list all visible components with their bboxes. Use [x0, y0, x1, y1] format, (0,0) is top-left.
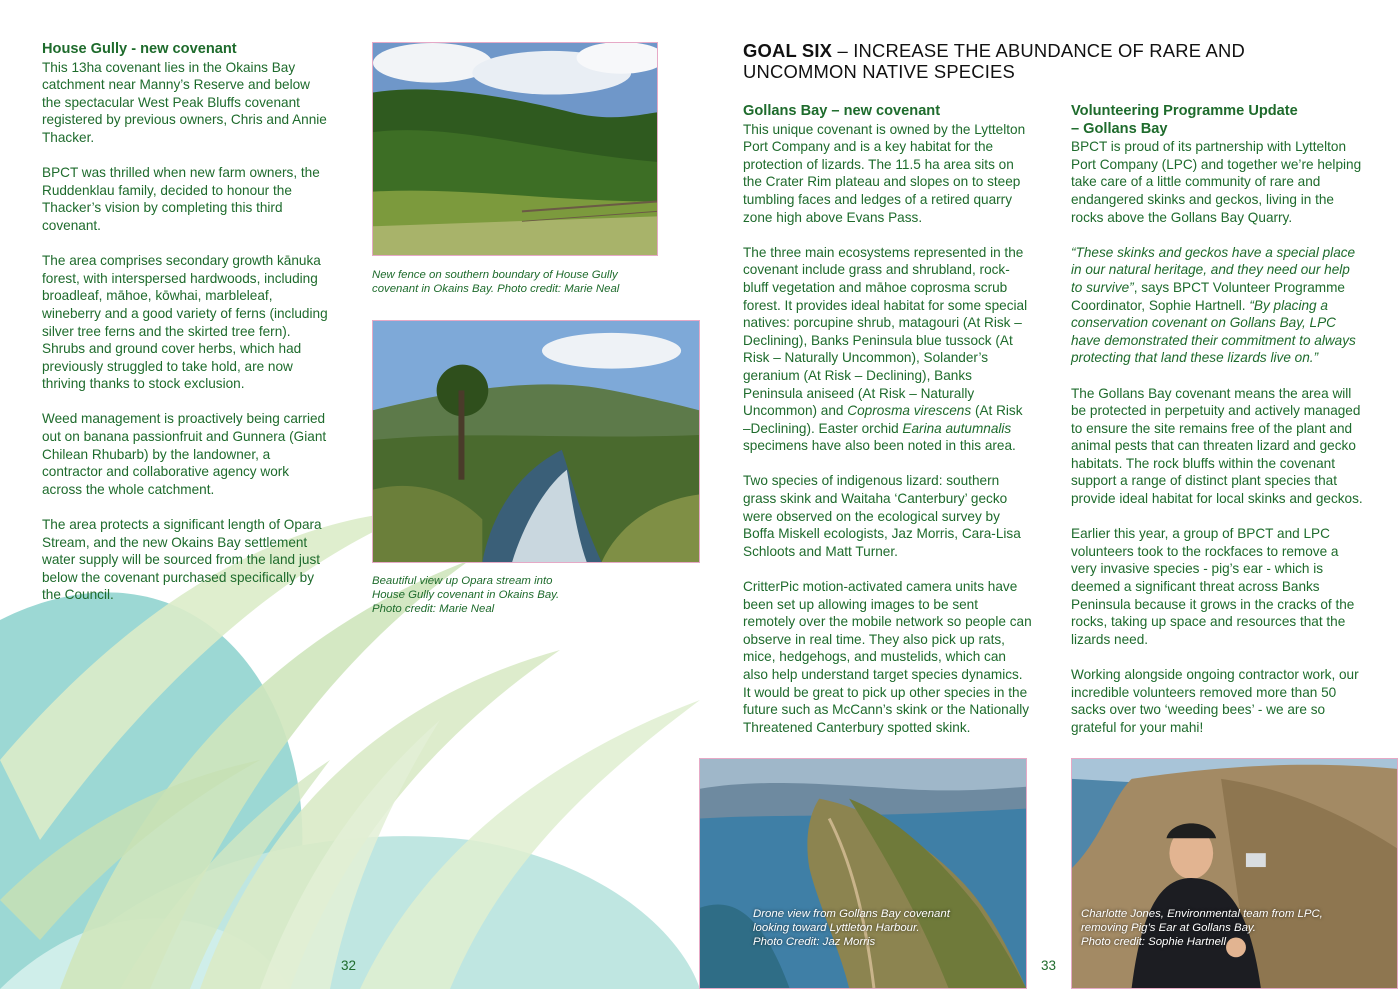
volunteering-paragraph-3: The Gollans Bay covenant means the area will be protected in perpetuity and actively managed to ensure the site remains free of the plant and animal pests that can threaten lizard and gecko habitats. The rock bluffs within the covenant support a range of distinct plant species that provide ideal habitat for local skinks and geckos.: [1071, 385, 1363, 507]
gollans-paragraph-2: [743, 244, 1033, 455]
goal-label: GOAL SIX: [743, 40, 833, 61]
house-gully-heading: House Gully - new covenant: [42, 41, 237, 57]
stream-caption-line-3: Photo credit: Marie Neal: [372, 603, 495, 615]
fence-photo-caption: [372, 268, 672, 296]
house-gully-paragraph-3: The area comprises secondary growth kānuka forest, with interspersed hardwoods, including broadleaf, māhoe, kōwhai, marbleleaf, wineberry and a good variety of ferns (including silver tree ferns and the skirted tree fern). Shrubs and ground cover herbs, which had previously struggled to take hold, are now thriving thanks to stock exclusion.: [42, 253, 328, 392]
gollans-heading: Gollans Bay – new covenant: [743, 103, 941, 119]
gollans-p2-text-e: specimens have also been noted in this area.: [743, 438, 1016, 454]
gollans-p2-text-a: The three main ecosystems represented in the covenant include grass and shrubland, rock-bluff vegetation and māhoe coprosma scrub forest. It provides ideal habitat for some special natives: porcupine shrub, matagouri (At Risk – Declining), Banks Peninsula blue tussock (At Risk – Naturally Uncommon), Solander’s geranium (At Risk – Declining), Banks Peninsula aniseed (At Risk – Naturally Uncommon) and: [743, 244, 1028, 419]
drone-view-photo: [699, 758, 1027, 989]
volunteer-caption-line-1: Charlotte Jones, Environmental team from LPC,: [1081, 908, 1323, 920]
volunteering-paragraph-4: Earlier this year, a group of BPCT and LPC volunteers took to the rockfaces to remove a very invasive species - pig’s ear - which is deemed a significant threat across Banks Peninsula because it grows in the cracks of the rocks, taking up space and resources that the lizards need.: [1071, 526, 1355, 647]
volunteering-quote-attribution: , says BPCT Volunteer Programme Coordinator, Sophie Hartnell.: [1071, 279, 1345, 313]
drone-caption-line-3: Photo Credit: Jaz Morris: [753, 936, 876, 948]
house-gully-paragraph-1: This 13ha covenant lies in the Okains Bay catchment near Manny’s Reserve and below the spectacular West Peak Bluffs covenant registered by previous owners, Chris and Annie Thacker.: [42, 59, 327, 145]
fence-caption-line-2: covenant in Okains Bay. Photo credit: Marie Neal: [372, 283, 620, 295]
house-gully-article: [42, 41, 332, 604]
stream-caption-line-2: House Gully covenant in Okains Bay.: [372, 589, 560, 601]
volunteering-article: [1071, 103, 1363, 736]
volunteering-paragraph-5: Working alongside ongoing contractor work, our incredible volunteers removed more than 50 sacks over two ‘weeding bees’ - we are so grateful for your mahi!: [1071, 667, 1359, 735]
drone-caption-line-1: Drone view from Gollans Bay covenant: [753, 908, 950, 920]
volunteering-heading-line-2: – Gollans Bay: [1071, 120, 1168, 137]
stream-caption-line-1: Beautiful view up Opara stream into: [372, 575, 553, 587]
drone-photo-caption: [753, 907, 1023, 949]
drone-caption-line-2: looking toward Lyttleton Harbour.: [753, 922, 920, 934]
gollans-paragraph-3: Two species of indigenous lizard: southern grass skink and Waitaha ‘Canterbury’ gecko were observed on the ecological survey by Boffa Miskell ecologists, Jaz Morris, Cara-Lisa Schloots and Matt Turner.: [743, 473, 1021, 559]
house-gully-paragraph-2: BPCT was thrilled when new farm owners, the Ruddenklau family, decided to honour the Thacker’s vision by completing this third covenant.: [42, 165, 320, 233]
gollans-p2-text-c: (At Risk –Declining). Easter orchid: [743, 403, 1023, 436]
volunteer-caption-line-2: removing Pig’s Ear at Gollans Bay.: [1081, 922, 1256, 934]
volunteering-paragraph-1: BPCT is proud of its partnership with Lyttelton Port Company (LPC) and together we’re helping take care of a little community of rare and endangered skinks and geckos, living in the rocks above the Gollans Bay Quarry.: [1071, 139, 1362, 225]
volunteer-photo-caption: [1081, 907, 1381, 949]
gollans-paragraph-4: CritterPic motion-activated camera units have been set up allowing images to be sent remotely over the mobile network so people can observe in real time. They also pick up rats, mice, hedgehogs, and mustelids, which can also help understand target species dynamics. It would be great to pick up other species in the future such as McCann’s skink or the Nationally Threatened Canterbury spotted skink.: [743, 579, 1032, 735]
volunteer-caption-line-3: Photo credit: Sophie Hartnell: [1081, 936, 1226, 948]
house-gully-paragraph-5: The area protects a significant length of Opara Stream, and the new Okains Bay settlement water supply will be sourced from the land just below the covenant purchased specifically by the Council.: [42, 517, 322, 603]
gollans-p2-species-coprosma: Coprosma virescens: [847, 403, 972, 419]
volunteer-photo: [1071, 758, 1398, 989]
gollans-paragraph-1: This unique covenant is owned by the Lyttelton Port Company and is a key habitat for the protection of lizards. The 11.5 ha area sits on the Crater Rim plateau and slopes on to steep tumbling faces and ledges of a retired quarry zone high above Evans Pass.: [743, 121, 1026, 225]
page-number-right: 33: [1041, 958, 1057, 973]
goal-six-heading: [743, 41, 1283, 82]
page-number-left: 32: [341, 958, 357, 973]
stream-photo-caption: [372, 574, 672, 616]
opara-stream-photo: [372, 320, 700, 563]
fence-forest-photo: [372, 42, 658, 256]
gollans-p2-species-earina: Earina autumnalis: [902, 420, 1012, 436]
volunteering-quote-paragraph: [1071, 244, 1363, 367]
volunteering-quote-1: “These skinks and geckos have a special place in our natural heritage, and they need our help to survive”: [1071, 244, 1356, 295]
volunteering-quote-2: “By placing a conservation covenant on Gollans Bay, LPC have demonstrated their commitment to always protecting that land these lizards live on.”: [1071, 297, 1356, 366]
volunteering-heading-line-1: Volunteering Programme Update: [1071, 103, 1298, 119]
house-gully-paragraph-4: Weed management is proactively being carried out on banana passionfruit and Gunnera (Giant Chilean Rhubarb) by the landowner, a contractor and collaborative agency work across the whole catchment.: [42, 411, 327, 497]
gollans-bay-article: [743, 103, 1033, 736]
goal-text: – INCREASE THE ABUNDANCE OF RARE AND UNCOMMON NATIVE SPECIES: [743, 40, 1245, 82]
fence-caption-line-1: New fence on southern boundary of House Gully: [372, 269, 618, 281]
